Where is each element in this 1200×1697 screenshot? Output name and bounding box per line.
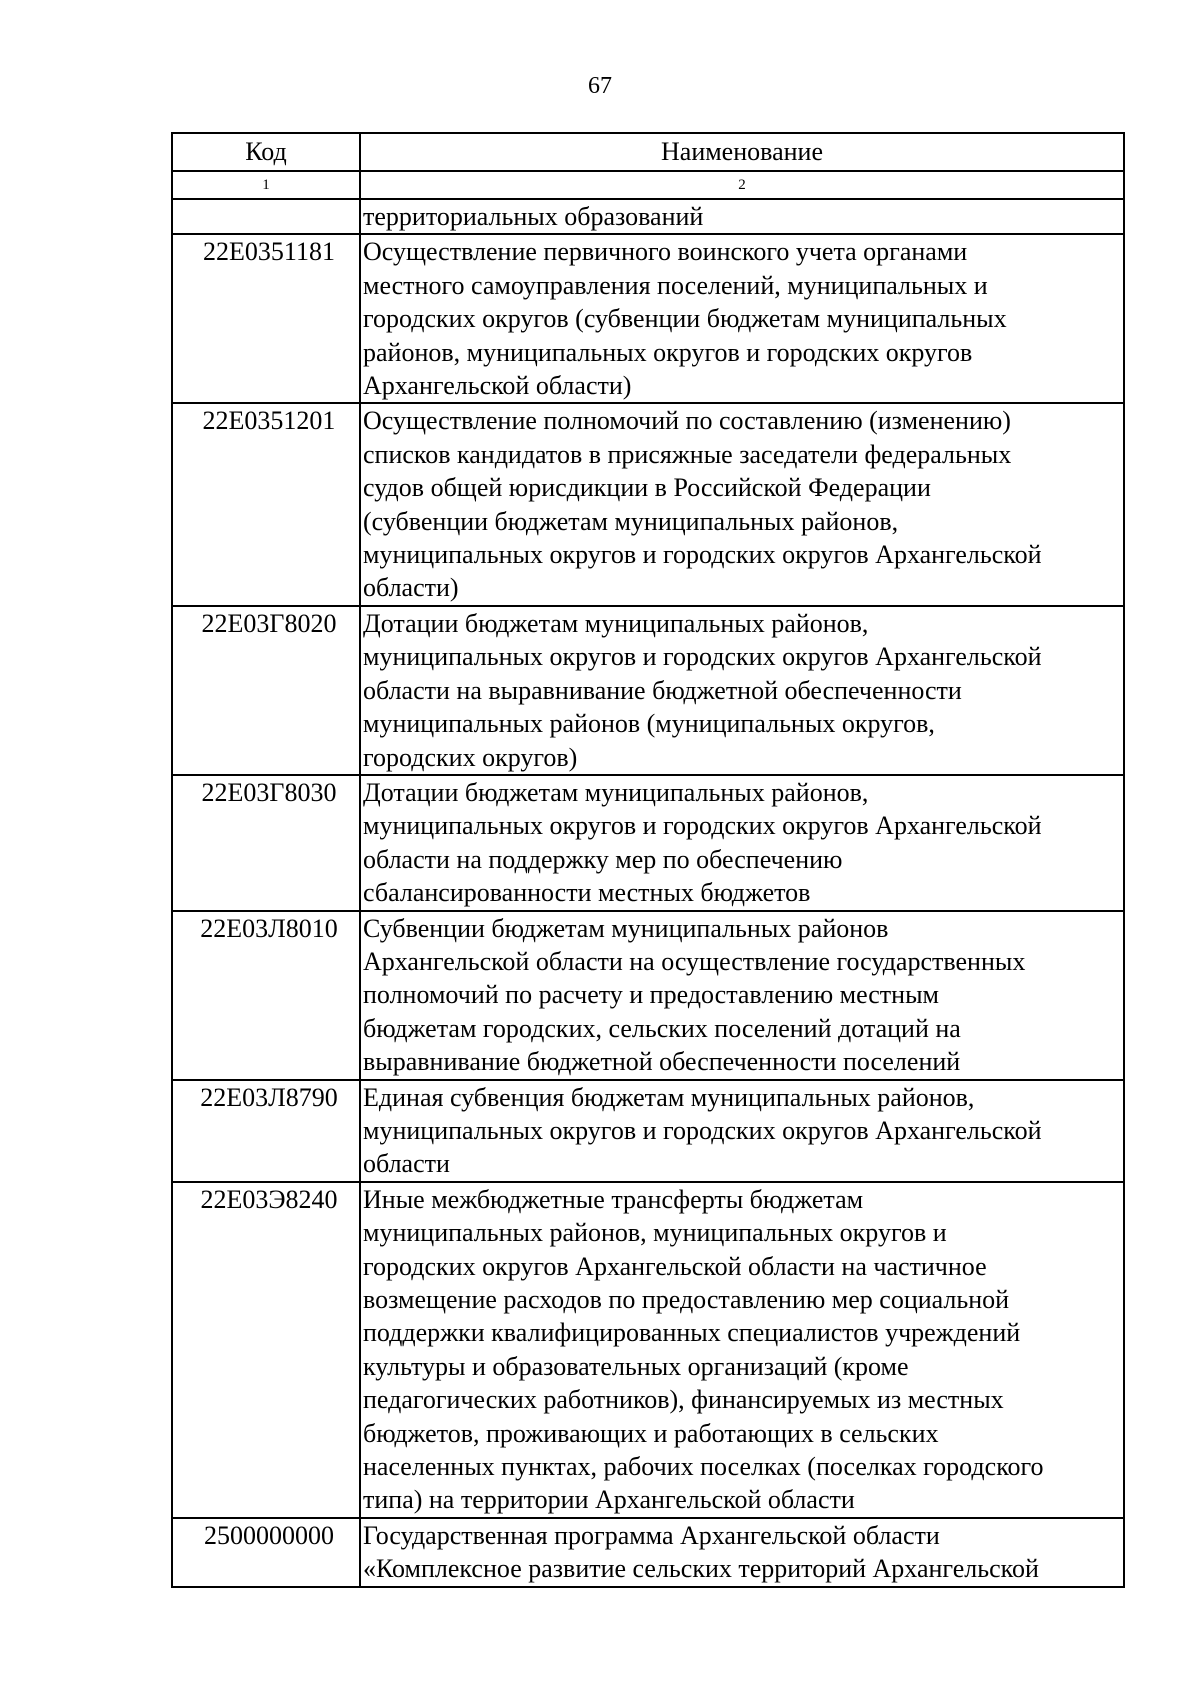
row-name: Осуществление первичного воинского учета органами местного самоуправления поселений, муниципальных и городских округов (субвенции бюджетам муниципальных районов, муниципальных округов и городских округов Архангельской области)	[360, 234, 1124, 403]
row-name: Дотации бюджетам муниципальных районов, муниципальных округов и городских округов Архангельской области на поддержку мер по обеспечению сбалансированности местных бюджетов	[360, 775, 1124, 911]
row-code: 22Е0351181	[172, 234, 360, 403]
table-row	[172, 403, 1124, 605]
header-row	[172, 133, 1124, 171]
row-code: 22Е03Г8020	[172, 606, 360, 775]
table-row	[172, 199, 1124, 234]
table-row	[172, 775, 1124, 911]
row-code: 22Е03Г8030	[172, 775, 360, 911]
row-name: территориальных образований	[360, 199, 1124, 234]
table-row	[172, 234, 1124, 403]
column-number-2: 2	[360, 171, 1124, 199]
row-name: Субвенции бюджетам муниципальных районов Архангельской области на осуществление государственных полномочий по расчету и предоставлению местным бюджетам городских, сельских поселений дотаций на выравнивание бюджетной обеспеченности поселений	[360, 911, 1124, 1080]
budget-codes-table	[171, 132, 1125, 1588]
table-row	[172, 1080, 1124, 1182]
table-row	[172, 1182, 1124, 1518]
row-name: Государственная программа Архангельской области «Комплексное развитие сельских территорий Архангельской	[360, 1518, 1124, 1587]
row-code: 22Е03Э8240	[172, 1182, 360, 1518]
row-code: 22Е03Л8010	[172, 911, 360, 1080]
table-row	[172, 1518, 1124, 1587]
row-name: Единая субвенция бюджетам муниципальных районов, муниципальных округов и городских округов Архангельской области	[360, 1080, 1124, 1182]
row-code: 22Е03Л8790	[172, 1080, 360, 1182]
row-name: Дотации бюджетам муниципальных районов, муниципальных округов и городских округов Архангельской области на выравнивание бюджетной обеспеченности муниципальных районов (муниципальных округов, городских округов)	[360, 606, 1124, 775]
row-code: 22Е0351201	[172, 403, 360, 605]
row-code: 2500000000	[172, 1518, 360, 1587]
column-number-1: 1	[172, 171, 360, 199]
column-header-code: Код	[172, 133, 360, 171]
column-header-name: Наименование	[360, 133, 1124, 171]
page-number: 67	[588, 73, 612, 99]
table-row	[172, 911, 1124, 1080]
row-name: Иные межбюджетные трансферты бюджетам муниципальных районов, муниципальных округов и городских округов Архангельской области на частичное возмещение расходов по предоставлению мер социальной поддержки квалифицированных специалистов учреждений культуры и образовательных организаций (кроме педагогических работников), финансируемых из местных бюджетов, проживающих и работающих в сельских населенных пунктах, рабочих поселках (поселках городского типа) на территории Архангельской области	[360, 1182, 1124, 1518]
row-code	[172, 199, 360, 234]
table-row	[172, 606, 1124, 775]
row-name: Осуществление полномочий по составлению (изменению) списков кандидатов в присяжные заседатели федеральных судов общей юрисдикции в Российской Федерации (субвенции бюджетам муниципальных районов, муниципальных округов и городских округов Архангельской области)	[360, 403, 1124, 605]
column-number-row	[172, 171, 1124, 199]
